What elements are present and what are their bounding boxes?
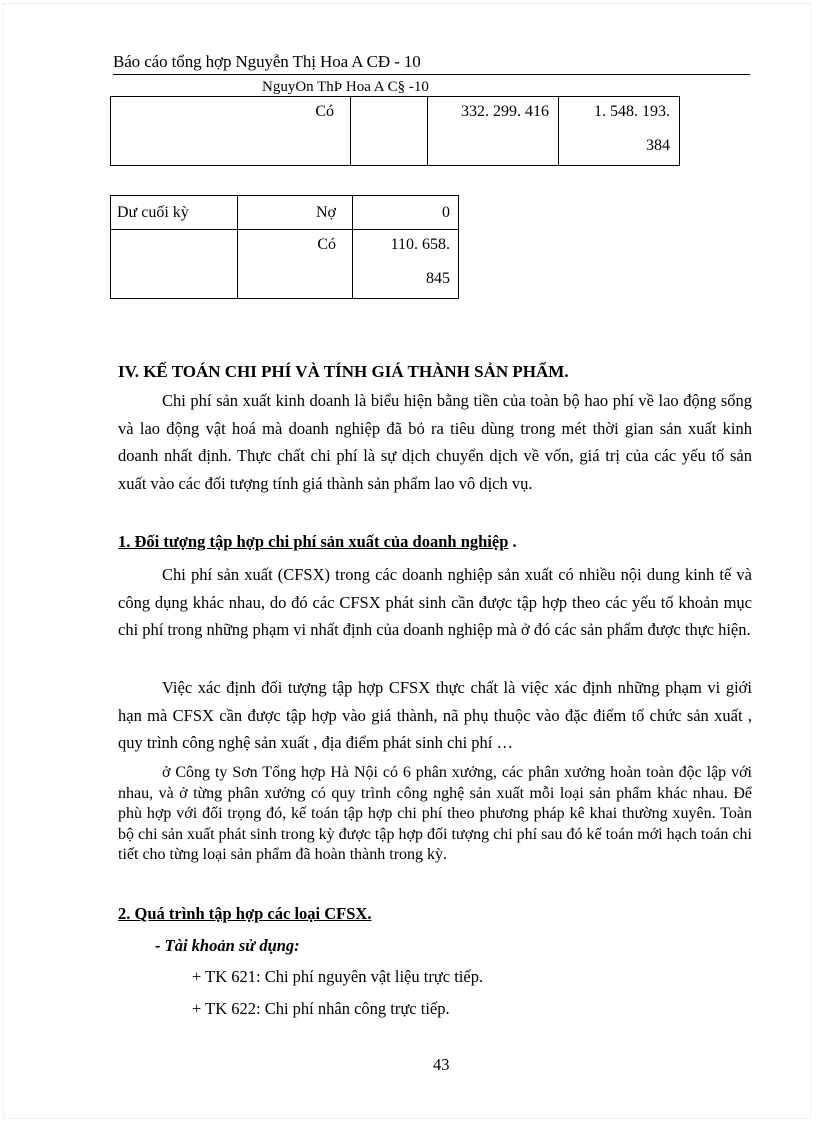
subsection-1-title: 1. Đối tượng tập hợp chi phí sản xuất của doanh nghiệp .: [118, 532, 517, 551]
garbled-header: NguyOn ThÞ Hoa A C§ -10: [262, 79, 429, 95]
table-row: [111, 230, 459, 299]
subsection-1-paragraph-3: ở Công ty Sơn Tổng hợp Hà Nội có 6 phân xưởng, các phân xưởng hoàn toàn độc lập với nhau, và ở từng phân xưởng có quy trình công nghệ sản xuất mỗi loại sản phẩm khác nhau. Để phù hợp với đối trọng đó, kế toán tập hợp chi phí theo phương pháp kê khai thường xuyên. Toàn bộ chi sản xuất phát sinh trong kỳ được tập hợp đối tượng chi phí sau đó kế toán mới hạch toán chi tiết cho từng loại sản phẩm đã hoàn thành trong kỳ.: [118, 764, 752, 863]
closing-balance-label: Dư cuối kỳ: [111, 196, 238, 230]
table-cell-value: 332. 299. 416: [428, 97, 559, 166]
page-number: 43: [433, 1055, 450, 1074]
subsection-2-title: 2. Quá trình tập hợp các loại CFSX.: [118, 904, 372, 923]
credit-value: 110. 658. 845: [353, 230, 459, 299]
table-cell-empty: [111, 230, 238, 299]
closing-balance-table: [110, 195, 459, 299]
accounts-used-label: - Tài khoản sử dụng:: [155, 936, 300, 955]
table-row: [111, 196, 459, 230]
section-title: IV. KẾ TOÁN CHI PHÍ VÀ TÍNH GIÁ THÀNH SẢN PHẨM.: [118, 362, 569, 381]
account-item-tk621: + TK 621: Chi phí nguyên vật liệu trực tiếp.: [192, 967, 484, 986]
subsection-1-paragraph-1: Chi phí sản xuất (CFSX) trong các doanh nghiệp sản xuất có nhiều nội dung kinh tế và công dụng khác nhau, do đó các CFSX phát sinh cần được tập hợp theo các yếu tố khoản mục chi phí trong những phạm vi nhất định của doanh nghiệp mà ở đó các sản phẩm được thực hiện.: [118, 565, 752, 639]
credit-side-label: Có: [238, 230, 353, 299]
table-cell-side: Có: [111, 97, 351, 166]
table-cell-empty: [351, 97, 428, 166]
table-row: [111, 97, 680, 166]
balance-table-top: [110, 96, 680, 166]
running-header: Báo cáo tổng hợp Nguyễn Thị Hoa A CĐ - 10: [113, 52, 421, 71]
account-item-tk622: + TK 622: Chi phí nhân công trực tiếp.: [192, 999, 450, 1018]
subsection-1-paragraph-2: Việc xác định đối tượng tập hợp CFSX thực chất là việc xác định những phạm vi giới hạn mà CFSX cần được tập hợp vào giá thành, nã phụ thuộc vào đặc điểm tổ chức sản xuất , quy trình công nghệ sản xuất , địa điểm phát sinh chi phí …: [118, 678, 752, 752]
table-cell-value: 1. 548. 193. 384: [559, 97, 680, 166]
header-rule: [113, 74, 750, 75]
intro-paragraph: Chi phí sản xuất kinh doanh là biểu hiện bằng tiền của toàn bộ hao phí về lao động sống và lao động vật hoá mà doanh nghiệp đã bỏ ra tiêu dùng trong mét thời gian sản xuất kinh doanh nhất định. Thực chất chi phí là sự dịch chuyển dịch về vốn, giá trị của các yếu tố sản xuất vào các đối tượng tính giá thành sản phẩm lao vô dịch vụ.: [118, 391, 752, 493]
debit-side-label: Nợ: [238, 196, 353, 230]
debit-value: 0: [353, 196, 459, 230]
